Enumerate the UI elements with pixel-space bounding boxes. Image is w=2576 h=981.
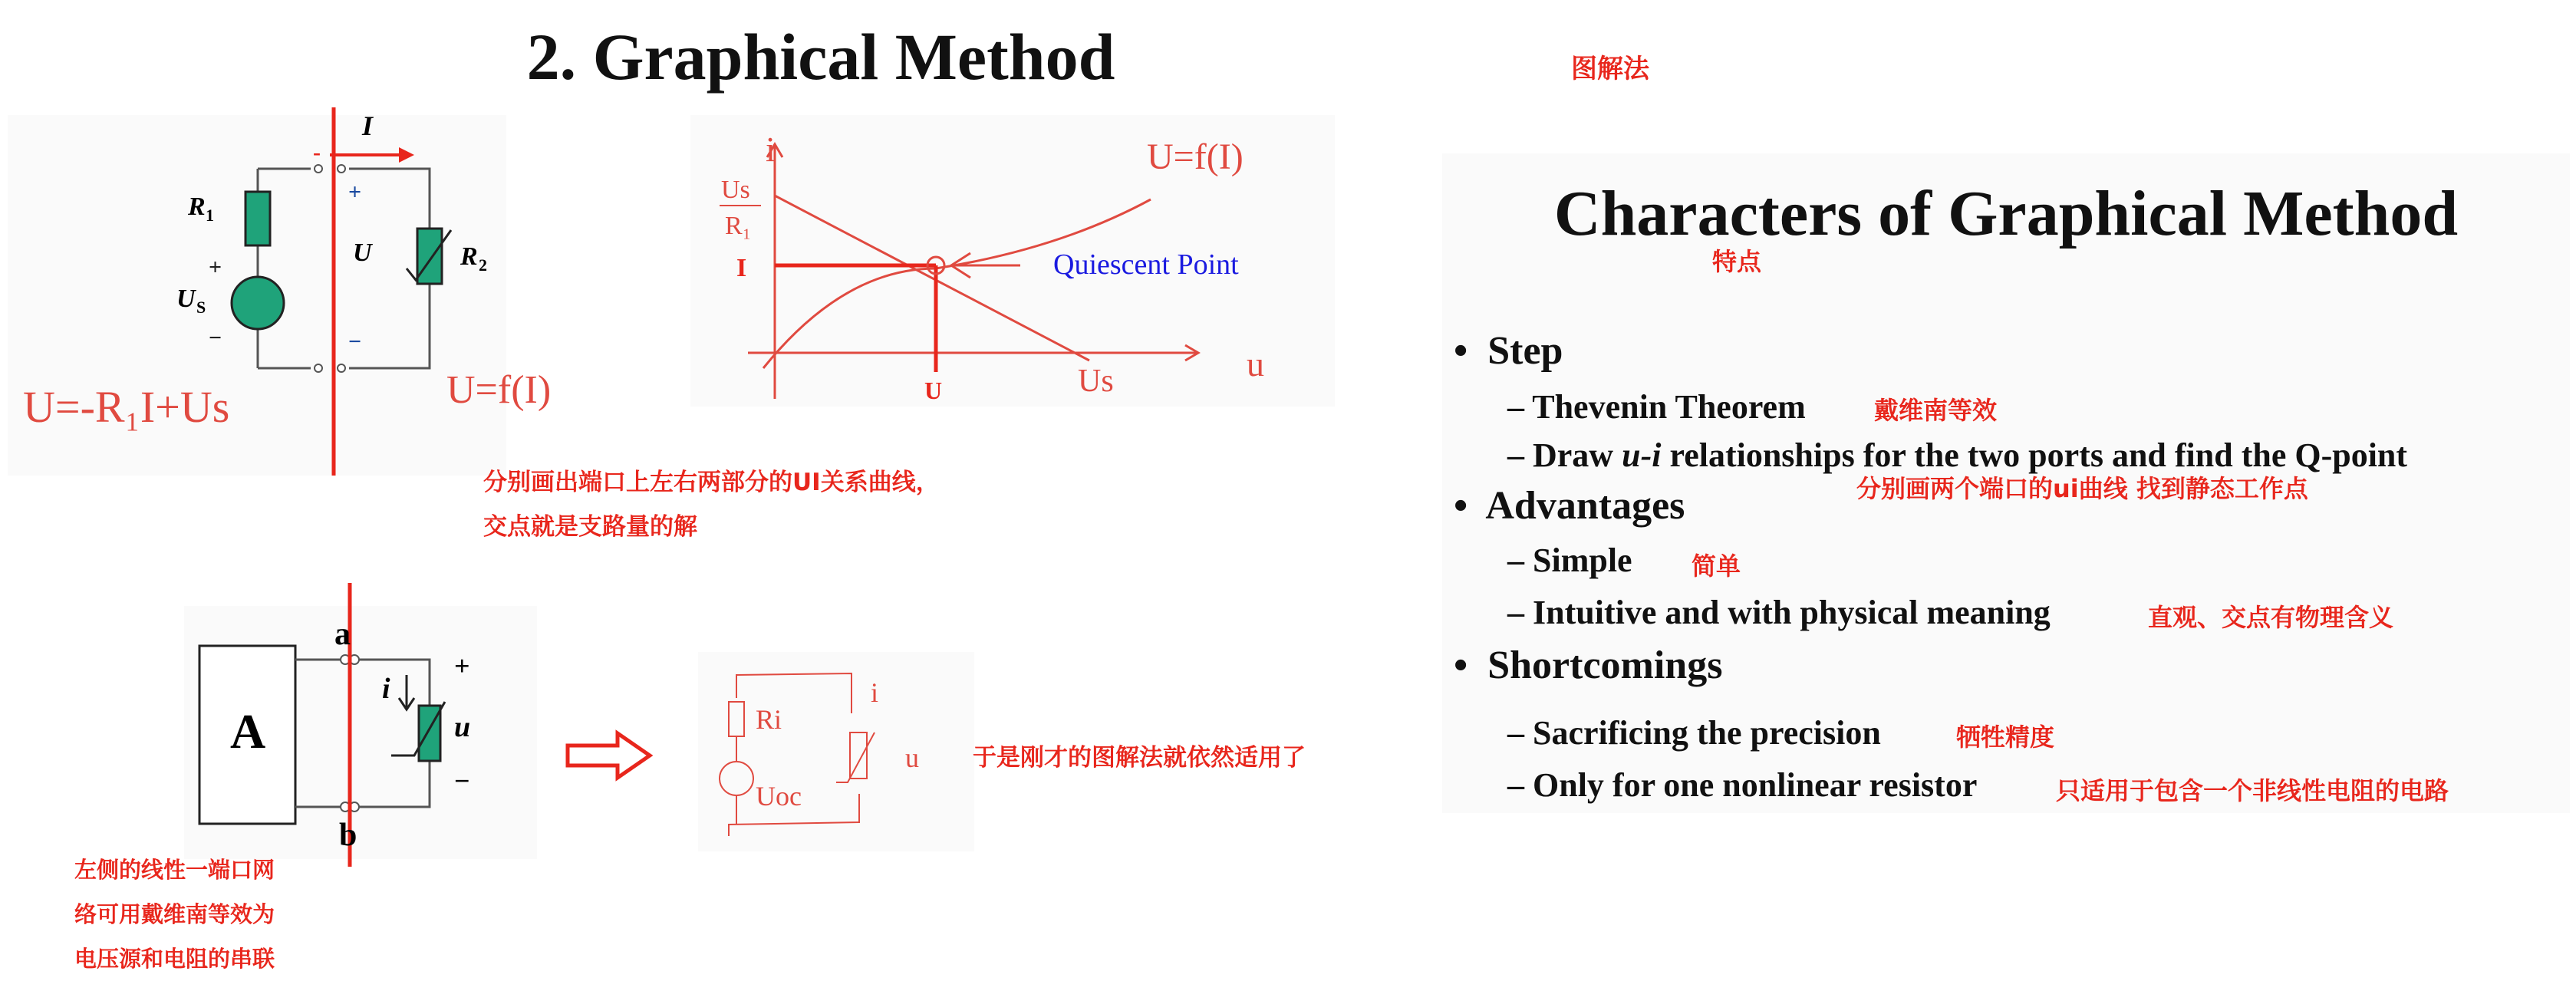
voltage-label-u: u [454,711,471,743]
note-ui-curves-line2: 交点就是支路量的解 [483,513,697,541]
equation-left: U=-R₁I+Us [23,382,230,432]
dash: – [1507,436,1524,474]
note-ui-curves [483,460,940,549]
draw-suffix: relationships for the two ports and find the Q-point [1661,436,2408,474]
item-thevenin [1507,387,1806,426]
label-I: I [362,110,374,141]
voltage-plus: + [454,650,470,681]
item-sacrifice [1507,713,1881,752]
bullet-dot: • [1454,644,1468,687]
thevenin-sketch-panel [698,652,974,851]
note-thevenin-line2: 络可用戴维南等效为 [74,901,275,927]
item-intuitive [1507,593,2051,632]
characters-title-note: 特点 [1712,247,1762,276]
label-Us-sub: S [196,298,206,317]
characters-title: Characters of Graphical Method [1553,178,2459,249]
note-thevenin-line3: 电压源和电阻的串联 [74,946,275,972]
terminal-top-right [338,165,345,173]
sketch-label-uoc: Uoc [756,781,802,811]
bullet-advantages [1454,483,1685,528]
ui-graph-panel [690,115,1335,407]
node-label-b: b [339,818,357,853]
draw-ui-italic: u-i [1622,436,1662,474]
note-ui-curves-line1: 分别画出端口上左右两部分的UI关系曲线， [483,469,940,496]
source-minus: − [209,325,222,351]
port-plus: + [348,179,362,205]
sketch-source [720,762,753,795]
axis-label-i: i [766,130,776,169]
current-arrowhead [399,147,414,163]
sketch-top-wire [736,673,852,713]
graph-label-U: U [924,377,943,404]
dash: – [1507,388,1524,426]
item-only-one [1507,765,1977,805]
dash: – [1507,766,1524,804]
sketch-resistor [729,702,744,736]
circuit2-panel [184,606,537,859]
dash: – [1507,542,1524,579]
us-source [232,277,284,329]
simple-note: 简单 [1692,551,1741,581]
only-one-label: Only for one nonlinear resistor [1533,766,1978,804]
intuitive-label: Intuitive and with physical meaning [1533,594,2051,631]
terminal-bottom-right [338,364,345,372]
only-one-note: 只适用于包含一个非线性电阻的电路 [2056,776,2449,805]
step-label: Step [1487,329,1563,373]
ui-graph [690,115,1335,407]
label-R1: R [188,193,206,221]
node-label-a: a [334,617,351,652]
bullet-step [1454,328,1563,374]
intuitive-note: 直观、交点有物理含义 [2148,603,2394,632]
sacrifice-note: 牺牲精度 [1956,723,2055,752]
shortcomings-label: Shortcomings [1487,644,1723,687]
page-title: 2. Graphical Method [526,20,1115,94]
note-thevenin-equivalent [74,848,275,981]
label-R2-sub: 2 [479,255,487,275]
bullet-dot: • [1454,484,1468,528]
terminal-top-left [315,165,322,173]
item-simple [1507,541,1632,580]
draw-prefix: Draw [1533,436,1622,474]
bullet-dot: • [1454,329,1468,373]
dash: – [1507,714,1524,752]
us-r1-numerator: Us [721,176,750,204]
thevenin-sketch [698,652,974,851]
sketch-label-ri: Ri [756,704,782,735]
advantages-label: Advantages [1485,484,1685,528]
circuit2-diagram [184,606,537,859]
r2-nonlinear-resistor [417,229,442,284]
quiescent-label: Quiescent Point [1053,249,1239,281]
note-thevenin-line1: 左侧的线性一端口网 [74,857,275,883]
source-plus: + [209,255,222,280]
equation-right: U=f(I) [446,368,552,412]
load-line [775,196,1089,360]
circuit1-panel [8,110,552,476]
note-graphical-applicable: 于是刚才的图解法就依然适用了 [973,744,1306,772]
label-R1-sub: 1 [206,206,214,225]
draw-ui-note: 分别画两个端口的ui曲线 找到静态工作点 [1856,474,2308,503]
label-R2: R [460,242,478,271]
curve-label: U=f(I) [1147,137,1244,177]
sketch-nonlinear [850,732,867,779]
sketch-label-i: i [871,677,879,708]
dash: – [1507,594,1524,631]
r1-resistor [245,192,270,245]
axis-label-u: u [1247,344,1264,384]
title-annotation: 图解法 [1571,54,1649,84]
top-minus: - [313,140,321,165]
sacrifice-label: Sacrificing the precision [1533,714,1881,752]
port-minus: − [348,329,362,354]
simple-label: Simple [1533,542,1632,579]
label-Us: U [176,285,196,313]
voltage-minus: − [454,765,470,796]
thevenin-label: Thevenin Theorem [1532,388,1806,426]
nonlinear-curve [763,199,1151,368]
thevenin-note: 戴维南等效 [1874,396,1998,425]
graph-label-Us: Us [1078,364,1114,399]
terminal-bottom-left [315,364,322,372]
hollow-arrow-icon [564,729,656,782]
circuit1-diagram [8,110,552,476]
bullet-shortcomings [1454,643,1722,688]
network-label-A: A [230,704,266,759]
us-r1-denominator: R₁ [725,212,752,240]
graph-label-I: I [736,254,747,282]
label-U: U [353,239,372,267]
sketch-nonlinear-mark [836,732,875,782]
sketch-label-u: u [905,742,919,773]
current-label-i: i [382,673,390,705]
